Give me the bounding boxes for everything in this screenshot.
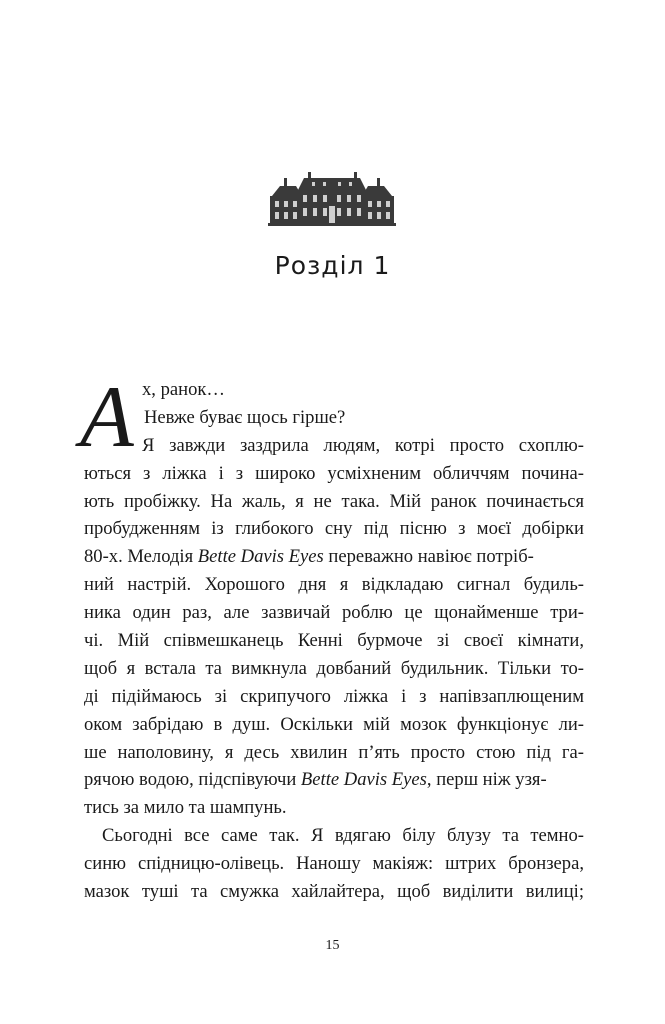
text-line: синю спідницю-олівець. Наношу макіяж: штрих бронзера, — [84, 853, 584, 875]
text-line: х, ранок… — [142, 379, 226, 400]
drop-cap: А — [80, 369, 134, 466]
text-line: пробудженням із глибокого сну під пісню з моєї добірки — [84, 518, 584, 540]
text-line: ються з ліжка і з широко усміхненим обличчям почина- — [84, 462, 584, 484]
manor-house-icon — [268, 170, 396, 226]
text-line: Сьогодні все саме так. Я вдягаю білу блузу та темно- — [102, 825, 584, 847]
page-number: 15 — [325, 938, 340, 953]
text-line: ше наполовину, я десь хвилин п’ять просто стою під га- — [84, 741, 584, 763]
text-line: оком забрідаю в душ. Оскільки мій мозок функціонує ли- — [84, 713, 584, 735]
text-line: тись за мило та шампунь. — [84, 797, 287, 819]
chapter-body — [80, 369, 584, 906]
text-line: Невже буває щось гірше? — [144, 406, 346, 428]
text-run: переважно навіює потріб- — [323, 546, 534, 568]
text-line: ють пробіжку. На жаль, я не така. Мій ранок починається — [84, 490, 584, 512]
text-line: мазок туші та смужка хайлайтера, щоб виділити вилиці; — [84, 881, 584, 903]
song-title: Bette Davis Eyes — [300, 769, 427, 791]
text-line: ді підіймаюсь зі скрипучого ліжка і з напівзаплющеним — [84, 685, 584, 707]
song-title: Bette Davis Eyes — [197, 546, 324, 568]
text-run: 80-х. Мелодія — [84, 546, 198, 568]
text-line: щоб я встала та вимкнула довбаний будильник. Тільки то- — [84, 657, 584, 679]
text-line: чі. Мій співмешканець Кенні бурмоче зі своєї кімнати, — [84, 630, 584, 652]
text-line: ний настрій. Хорошого дня я відкладаю сигнал будиль- — [84, 574, 584, 596]
text-line: Я завжди заздрила людям, котрі просто схоплю- — [142, 434, 584, 456]
text-run: рячою водою, підспівуючи — [84, 769, 301, 791]
text-line: ника один раз, але зазвичай роблю це щонайменше три- — [84, 602, 584, 624]
text-run: , перш ніж узя- — [426, 769, 547, 791]
chapter-title: Розділ 1 — [274, 251, 391, 280]
text-line — [84, 766, 584, 794]
text-line — [84, 543, 584, 571]
